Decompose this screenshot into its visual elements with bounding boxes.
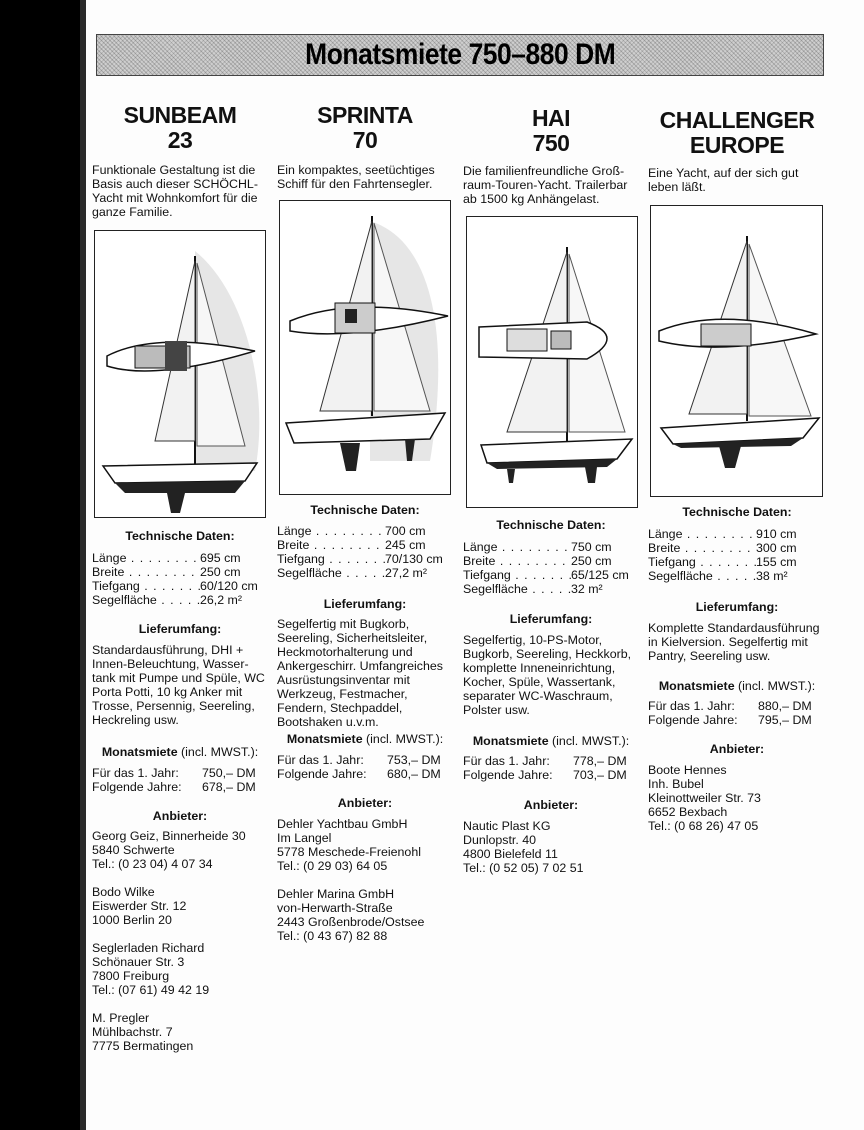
anbieter-line: Schönauer Str. 3 [92,955,185,969]
miete-label: Folgende Jahre: [277,767,367,781]
lieferumfang-heading: Lieferumfang: [323,597,407,611]
boat-name: HAI [531,105,571,131]
anbieter-line: 5778 Meschede-Freienohl [277,845,421,859]
boat-intro: Ein kompaktes, seetüchtiges Schiff für den Fahrtensegler. [277,163,435,191]
spec-value: 250 cm [200,565,241,579]
spec-value: 65/125 cm [571,568,629,582]
spec-row [277,538,453,552]
anbieter-list [463,819,639,889]
boat-name: SPRINTA [317,102,413,128]
boat-title [277,103,453,153]
sailboat-drawing [95,231,265,517]
monatsmiete-values [277,753,453,781]
monatsmiete-heading [277,732,453,746]
spec-label: Tiefgang . . . [92,579,200,593]
miete-label: Für das 1. Jahr: [92,766,179,780]
sailboat-drawing [651,206,822,496]
spec-label: Tiefgang . . . [648,555,756,569]
spec-row [648,555,826,569]
boat-model: 23 [167,127,193,153]
sailboat-drawing [467,217,637,507]
anbieter-line: Mühlbachstr. 7 [92,1025,173,1039]
miete-value: 880,– DM [758,699,812,713]
spec-row [277,524,453,538]
spec-row [92,579,268,593]
boat-photo [94,230,266,518]
monatsmiete-label: Monatsmiete [472,734,549,748]
boat-column-challenger [648,0,826,1130]
miete-value: 703,– DM [573,768,627,782]
specs-list [463,540,639,596]
spec-row [648,527,826,541]
monatsmiete-values [648,699,826,727]
miete-value: 750,– DM [202,766,256,780]
spec-value: 70/130 cm [385,552,443,566]
spec-row [277,552,453,566]
lieferumfang-text: Standardausführung, DHI + Innen-Beleuchtung, Wasser-tank mit Pumpe und Spüle, WC Porta Potti, 10 kg Anker mit Trosse, Persennig, Seereling, Heckreling usw. [92,643,265,727]
spec-row [463,582,639,596]
spec-label: Tiefgang . . . [463,568,571,582]
spec-label: Breite . . . [92,565,200,579]
boat-photo [650,205,823,497]
boat-title [648,108,826,158]
anbieter-line: Tel.: (0 43 67) 82 88 [277,929,388,943]
anbieter-line: Kleinottweiler Str. 73 [648,791,761,805]
anbieter-line: Tel.: (0 23 04) 4 07 34 [92,857,213,871]
anbieter-heading: Anbieter: [337,796,393,810]
anbieter-line: Nautic Plast KG [463,819,551,833]
miete-row [463,754,639,768]
spec-label: Länge . . . [92,551,200,565]
spec-label: Breite . . . [463,554,571,568]
miete-row [92,780,268,794]
anbieter-line: Dunlopstr. 40 [463,833,537,847]
anbieter-line: Boote Hennes [648,763,727,777]
boat-model: EUROPE [689,132,785,158]
spec-value: 300 cm [756,541,797,555]
monatsmiete-suffix: (incl. MWST.): [181,745,259,759]
anbieter-entry [92,1011,268,1053]
anbieter-list [277,817,453,957]
spec-label: Tiefgang . . . [277,552,385,566]
boat-intro: Die familienfreundliche Groß-raum-Touren-Yacht. Trailerbar ab 1500 kg Anhängelast. [463,164,628,206]
miete-label: Folgende Jahre: [92,780,182,794]
monatsmiete-label: Monatsmiete [658,679,735,693]
spec-value: 910 cm [756,527,797,541]
spec-value: 250 cm [571,554,612,568]
spec-value: 245 cm [385,538,426,552]
scan-edge [0,0,82,1130]
lieferumfang-text: Segelfertig, 10-PS-Motor, Bugkorb, Seereling, Heckkorb, komplette Inneneinrichtung, Kocher, Spüle, Wassertank, separater WC-Waschraum, Polster usw. [463,633,632,717]
boat-title [92,103,268,153]
monatsmiete-values [463,754,639,782]
boat-title [463,106,639,156]
specs-heading: Technische Daten: [125,529,235,543]
boat-photo [279,200,451,495]
miete-label: Folgende Jahre: [648,713,738,727]
miete-row [277,753,453,767]
monatsmiete-suffix: (incl. MWST.): [552,734,630,748]
spec-value: 750 cm [571,540,612,554]
anbieter-entry [92,941,268,997]
spec-row [463,554,639,568]
spec-row [648,541,826,555]
lieferumfang-heading: Lieferumfang: [138,622,222,636]
anbieter-entry [277,817,453,873]
spec-value: 38 m² [756,569,788,583]
anbieter-line: 6652 Bexbach [648,805,728,819]
anbieter-line: Dehler Marina GmbH [277,887,395,901]
spec-label: Länge . . . [648,527,756,541]
specs-list [648,527,826,583]
spec-label: Segelfläche . . . [92,593,200,607]
spec-label: Breite . . . [648,541,756,555]
miete-row [648,713,826,727]
spec-value: 695 cm [200,551,241,565]
monatsmiete-heading [648,679,826,693]
monatsmiete-heading [92,745,268,759]
lieferumfang-heading: Lieferumfang: [509,612,593,626]
spec-label: Länge . . . [277,524,385,538]
anbieter-line: Tel.: (0 29 03) 64 05 [277,859,388,873]
anbieter-heading: Anbieter: [152,809,208,823]
monatsmiete-suffix: (incl. MWST.): [366,732,444,746]
anbieter-heading: Anbieter: [523,798,579,812]
spec-row [92,593,268,607]
spec-label: Segelfläche . . . [463,582,571,596]
anbieter-line: 7775 Bermatingen [92,1039,194,1053]
anbieter-entry [92,829,268,871]
spec-row [648,569,826,583]
spec-label: Länge . . . [463,540,571,554]
miete-value: 795,– DM [758,713,812,727]
miete-label: Für das 1. Jahr: [463,754,550,768]
spec-row [463,540,639,554]
miete-row [648,699,826,713]
boat-intro: Funktionale Gestaltung ist die Basis auch dieser SCHÖCHL-Yacht mit Wohnkomfort für die ganze Familie. [92,163,258,219]
boat-column-sunbeam [92,0,268,1130]
anbieter-line: Dehler Yachtbau GmbH [277,817,408,831]
page-title: Monatsmiete 750–880 DM [304,38,616,71]
scan-edge-lip [80,0,86,1130]
anbieter-entry [277,887,453,943]
anbieter-list [648,763,826,847]
anbieter-heading: Anbieter: [709,742,765,756]
anbieter-line: 5840 Schwerte [92,843,175,857]
spec-value: 27,2 m² [385,566,428,580]
spec-row [463,568,639,582]
anbieter-entry [648,763,826,833]
miete-row [92,766,268,780]
anbieter-entry [463,819,639,875]
miete-value: 778,– DM [573,754,627,768]
spec-row [92,551,268,565]
boat-column-sprinta [277,0,453,1130]
sailboat-drawing [280,201,450,494]
anbieter-line: Eiswerder Str. 12 [92,899,187,913]
anbieter-line: Inh. Bubel [648,777,704,791]
specs-heading: Technische Daten: [496,518,606,532]
anbieter-line: Tel.: (0 52 05) 7 02 51 [463,861,584,875]
lieferumfang-text: Segelfertig mit Bugkorb, Seereling, Sicherheitsleiter, Heckmotorhalterung und Ankergeschirr. Umfangreiches Ausrüstungsinventar mit Werkzeug, Festmacher, Fendern, Stechpaddel, Bootshaken u.v.m. [277,617,443,729]
boat-name: CHALLENGER [659,107,815,133]
miete-row [277,767,453,781]
spec-label: Segelfläche . . . [648,569,756,583]
miete-label: Für das 1. Jahr: [277,753,364,767]
spec-value: 155 cm [756,555,797,569]
anbieter-line: Bodo Wilke [92,885,155,899]
anbieter-line: 1000 Berlin 20 [92,913,172,927]
boat-intro: Eine Yacht, auf der sich gut leben läßt. [648,166,799,194]
anbieter-line: M. Pregler [92,1011,150,1025]
anbieter-line: Georg Geiz, Binnerheide 30 [92,829,246,843]
specs-list [277,524,453,580]
miete-label: Folgende Jahre: [463,768,553,782]
spec-value: 700 cm [385,524,426,538]
miete-row [463,768,639,782]
spec-value: 26,2 m² [200,593,243,607]
boat-photo [466,216,638,508]
boat-model: 70 [352,127,378,153]
boat-column-hai [463,0,639,1130]
anbieter-line: 2443 Großenbrode/Ostsee [277,915,425,929]
spec-row [92,565,268,579]
specs-list [92,551,268,607]
anbieter-line: 4800 Bielefeld 11 [463,847,558,861]
lieferumfang-heading: Lieferumfang: [695,600,779,614]
spec-value: 60/120 cm [200,579,258,593]
anbieter-line: Seglerladen Richard [92,941,205,955]
anbieter-line: 7800 Freiburg [92,969,170,983]
boat-model: 750 [532,130,570,156]
boat-name: SUNBEAM [123,102,237,128]
miete-value: 678,– DM [202,780,256,794]
anbieter-line: Tel.: (07 61) 49 42 19 [92,983,210,997]
spec-value: 32 m² [571,582,603,596]
specs-heading: Technische Daten: [682,505,792,519]
anbieter-line: von-Herwarth-Straße [277,901,393,915]
monatsmiete-suffix: (incl. MWST.): [738,679,816,693]
spec-label: Segelfläche . . . [277,566,385,580]
monatsmiete-label: Monatsmiete [101,745,178,759]
anbieter-line: Im Langel [277,831,332,845]
anbieter-line: Tel.: (0 68 26) 47 05 [648,819,759,833]
specs-heading: Technische Daten: [310,503,420,517]
anbieter-entry [92,885,268,927]
monatsmiete-heading [463,734,639,748]
miete-label: Für das 1. Jahr: [648,699,735,713]
monatsmiete-values [92,766,268,794]
lieferumfang-text: Komplette Standardausführung in Kielversion. Segelfertig mit Pantry, Seereling usw. [648,621,820,663]
miete-value: 680,– DM [387,767,441,781]
spec-row [277,566,453,580]
anbieter-list [92,829,268,1067]
spec-label: Breite . . . [277,538,385,552]
monatsmiete-label: Monatsmiete [286,732,363,746]
miete-value: 753,– DM [387,753,441,767]
